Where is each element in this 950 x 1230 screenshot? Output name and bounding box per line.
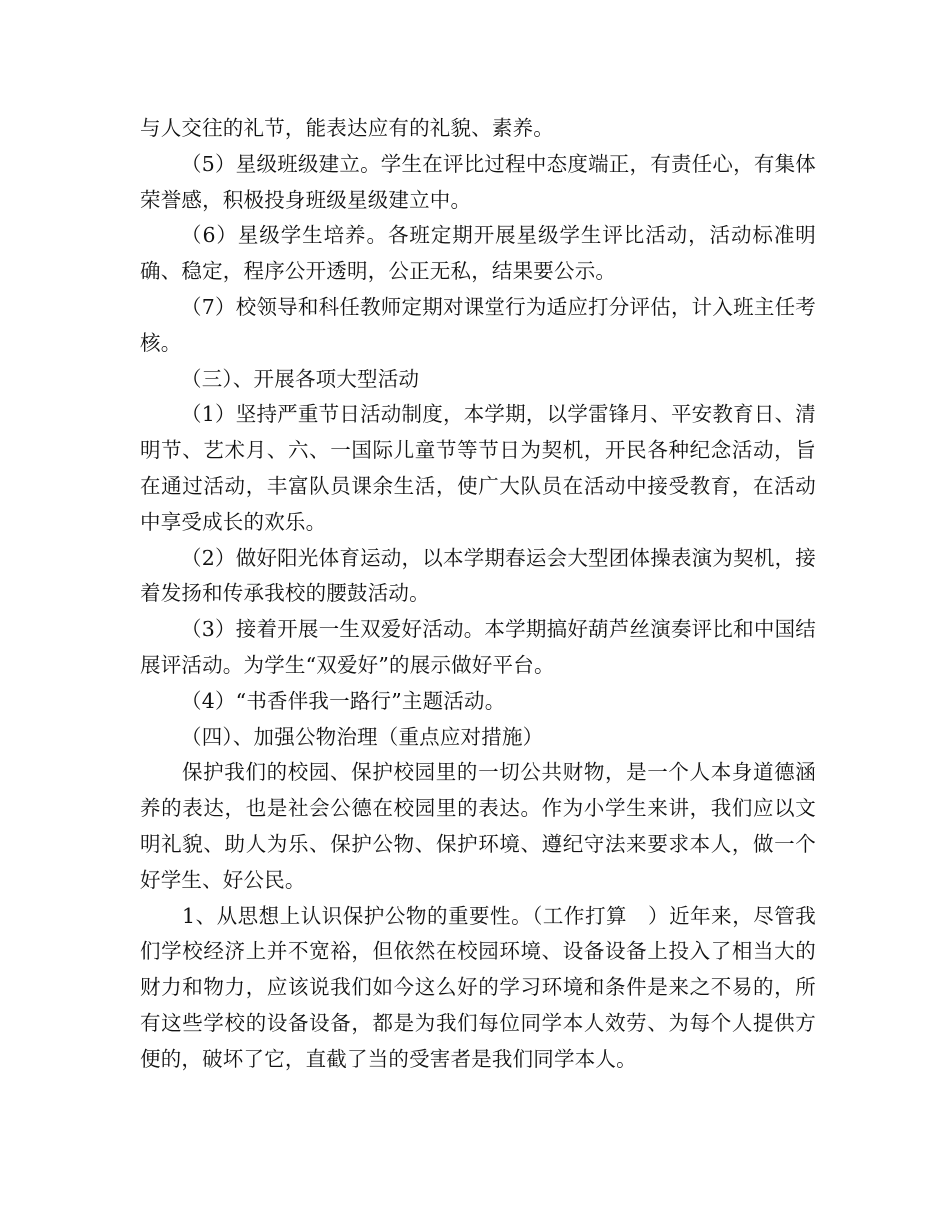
paragraph-item-5: （5）星级班级建立。学生在评比过程中态度端正，有责任心，有集体荣誉感，积极投身班级星级建立中。 xyxy=(140,151,816,212)
paragraph-item-6: （6）星级学生培养。各班定期开展星级学生评比活动，活动标准明确、稳定，程序公开透明，公正无私，结果要公示。 xyxy=(140,223,816,284)
paragraph-activity-1: （1）坚持严重节日活动制度，本学期，以学雷锋月、平安教育日、清明节、艺术月、六、一国际儿童节等节日为契机，开民各种纪念活动，旨在通过活动，丰富队员课余生活，使广大队员在活动中接受教育，在活动中享受成长的欢乐。 xyxy=(140,402,816,534)
section-heading-3: （三）、开展各项大型活动 xyxy=(181,366,420,391)
paragraph-continuation: 与人交往的礼节，能表达应有的礼貌、素养。 xyxy=(140,116,554,140)
paragraph-item-7: （7）校领导和科任教师定期对课堂行为适应打分评估，计入班主任考核。 xyxy=(140,294,816,355)
paragraph-public-property: 保护我们的校园、保护校园里的一切公共财物，是一个人本身道德涵养的表达，也是社会公德在校园里的表达。作为小学生来讲，我们应以文明礼貌、助人为乐、保护公物、保护环境、遵纪守法来要求本人，做一个好学生、好公民。 xyxy=(140,760,816,892)
paragraph-point-1: 1、从思想上认识保护公物的重要性。（工作打算 ）近年来，尽管我们学校经济上并不宽裕，但依然在校园环境、设备设备上投入了相当大的财力和物力，应该说我们如今这么好的学习环境和条件是来之不易的，所有这些学校的设备设备，都是为我们每位同学本人效劳、为每个人提供方便的，破坏了它，直截了当的受害者是我们同学本人。 xyxy=(140,903,816,1071)
paragraph-activity-3: （3）接着开展一生双爱好活动。本学期搞好葫芦丝演奏评比和中国结展评活动。为学生“双爱好”的展示做好平台。 xyxy=(140,617,816,677)
document-body xyxy=(140,111,816,1078)
paragraph-activity-2: （2）做好阳光体育运动，以本学期春运会大型团体操表演为契机，接着发扬和传承我校的腰鼓活动。 xyxy=(140,545,816,606)
section-heading-4: （四）、加强公物治理（重点应对措施） xyxy=(181,724,544,749)
paragraph-activity-4: （4）“书香伴我一路行”主题活动。 xyxy=(181,688,506,713)
